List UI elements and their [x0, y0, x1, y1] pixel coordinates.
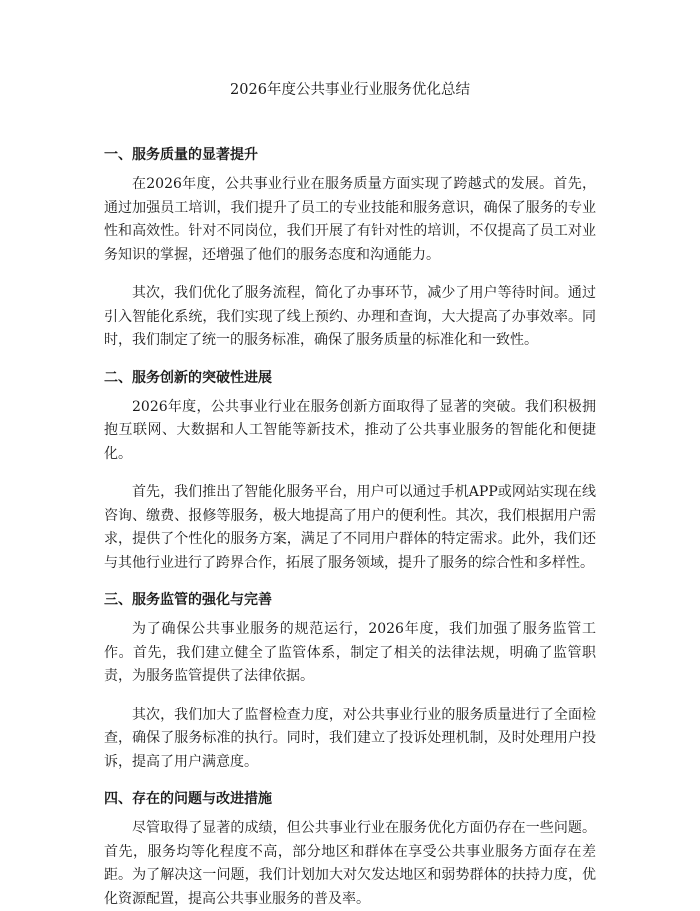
section-service-supervision [104, 590, 596, 774]
paragraph: 2026年度，公共事业行业在服务创新方面取得了显著的突破。我们积极拥抱互联网、大数据和人工智能等新技术，推动了公共事业服务的智能化和便捷化。 [104, 398, 596, 462]
section-heading: 一、服务质量的显著提升 [104, 147, 258, 163]
paragraph: 为了确保公共事业服务的规范运行，2026年度，我们加强了服务监管工作。首先，我们建立健全了监管体系，制定了相关的法律法规，明确了监管职责，为服务监管提供了法律依据。 [104, 621, 596, 684]
section-heading: 三、服务监管的强化与完善 [104, 592, 272, 608]
section-heading: 四、存在的问题与改进措施 [104, 791, 272, 807]
paragraph: 首先，我们推出了智能化服务平台，用户可以通过手机APP或网站实现在线咨询、缴费、报修等服务，极大地提高了用户的便利性。其次，我们根据用户需求，提供了个性化的服务方案，满足了不同用户群体的特定需求。此外，我们还与其他行业进行了跨界合作，拓展了服务领域，提升了服务的综合性和多样性。 [104, 484, 596, 571]
section-heading: 二、服务创新的突破性进展 [104, 369, 272, 386]
paragraph: 其次，我们优化了服务流程，简化了办事环节，减少了用户等待时间。通过引入智能化系统，我们实现了线上预约、办理和查询，大大提高了办事效率。同时，我们制定了统一的服务标准，确保了服务质量的标准化和一致性。 [104, 285, 596, 348]
paragraph: 在2026年度，公共事业行业在服务质量方面实现了跨越式的发展。首先，通过加强员工培训，我们提升了员工的专业技能和服务意识，确保了服务的专业性和高效性。针对不同岗位，我们开展了有针对性的培训，不仅提高了员工对业务知识的掌握，还增强了他们的服务态度和沟通能力。 [104, 176, 596, 263]
paragraph: 其次，我们加大了监督检查力度，对公共事业行业的服务质量进行了全面检查，确保了服务标准的执行。同时，我们建立了投诉处理机制，及时处理用户投诉，提高了用户满意度。 [104, 706, 596, 770]
document-title: 2026年度公共事业行业服务优化总结 [230, 82, 470, 98]
section-problems-improvements [104, 789, 596, 911]
section-service-quality [104, 145, 596, 353]
paragraph: 尽管取得了显著的成绩，但公共事业行业在服务优化方面仍存在一些问题。首先，服务均等化程度不高，部分地区和群体在享受公共事业服务方面存在差距。为了解决这一问题，我们计划加大对欠发达地区和弱势群体的扶持力度，优化资源配置，提高公共事业服务的普及率。 [104, 820, 596, 907]
section-service-innovation [104, 368, 596, 576]
